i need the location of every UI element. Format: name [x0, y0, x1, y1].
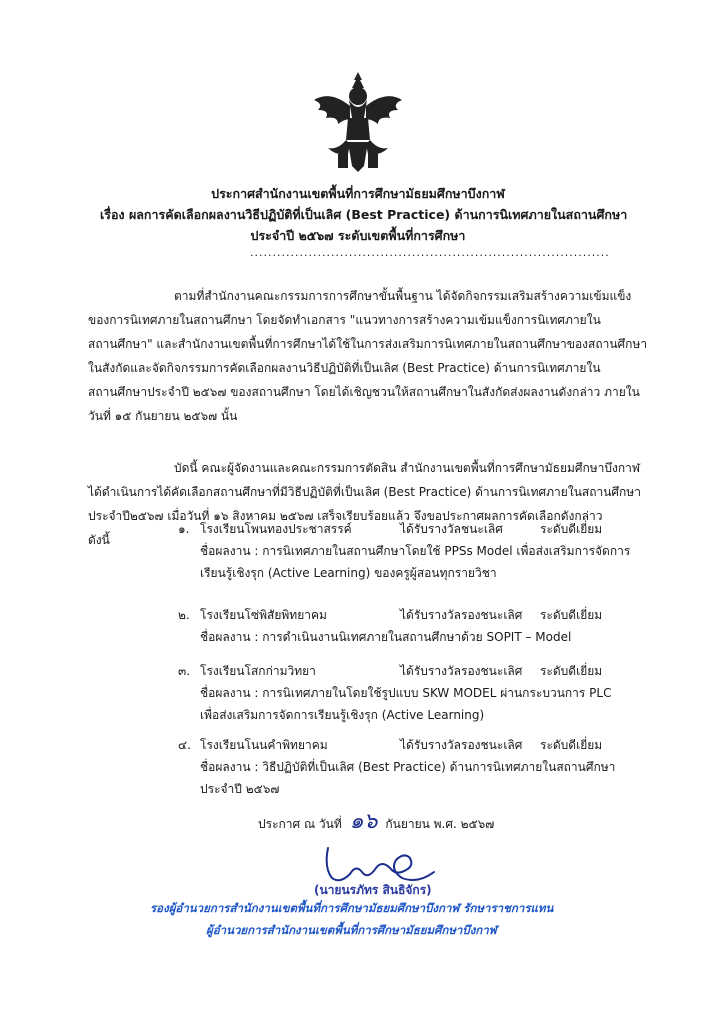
announcement-date [258, 810, 494, 836]
header-divider: ................................................................................ [250, 246, 610, 259]
result-work-title: ประจำปี ๒๕๖๗ [200, 782, 280, 796]
result-award: ได้รับรางวัลชนะเลิศ [400, 522, 503, 536]
result-item [178, 518, 658, 584]
result-award: ได้รับรางวัลรองชนะเลิศ [400, 738, 523, 752]
paragraph-line: ได้ดำเนินการได้คัดเลือกสถานศึกษาที่มีวิธีปฏิบัติที่เป็นเลิศ (Best Practice) ด้านการนิเทศภายในสถานศึกษา [88, 485, 641, 499]
result-number: ๓. [178, 664, 191, 678]
result-level: ระดับดีเยี่ยม [540, 522, 603, 536]
paragraph-line: บัดนี้ คณะผู้จัดงานและคณะกรรมการตัดสิน สำนักงานเขตพื้นที่การศึกษามัธยมศึกษาบึงกาฬ [174, 461, 641, 475]
result-school: โรงเรียนโพนทองประชาสรรค์ [200, 522, 352, 536]
paragraph-line: วันที่ ๑๕ กันยายน ๒๕๖๗ นั้น [88, 409, 238, 423]
date-suffix: กันยายน พ.ศ. ๒๕๖๗ [385, 817, 495, 831]
announcement-title: ประกาศสำนักงานเขตพื้นที่การศึกษามัธยมศึกษาบึงกาฬ [211, 186, 505, 201]
announcement-year-level: ประจำปี ๒๕๖๗ ระดับเขตพื้นที่การศึกษา [250, 228, 466, 243]
paragraph-background [88, 284, 654, 428]
result-award: ได้รับรางวัลรองชนะเลิศ [400, 608, 523, 622]
result-work-title: เพื่อส่งเสริมการจัดการเรียนรู้เชิงรุก (Active Learning) [200, 708, 485, 722]
result-work-title: ชื่อผลงาน : การดำเนินงานนิเทศภายในสถานศึกษาด้วย SOPIT – Model [200, 630, 572, 644]
result-number: ๑. [178, 522, 190, 536]
paragraph-line: สถานศึกษา" และสำนักงานเขตพื้นที่การศึกษาได้ใช้ในการส่งเสริมการนิเทศภายในสถานศึกษาของสถานศึกษา [88, 337, 648, 351]
result-item [178, 660, 658, 726]
result-school: โรงเรียนโนนคำพิทยาคม [200, 738, 328, 752]
paragraph-line: ตามที่สำนักงานคณะกรรมการการศึกษาขั้นพื้นฐาน ได้จัดกิจกรรมเสริมสร้างความเข้มแข็ง [174, 289, 632, 303]
result-level: ระดับดีเยี่ยม [540, 608, 603, 622]
result-number: ๔. [178, 738, 191, 752]
result-work-title: ชื่อผลงาน : การนิเทศภายในโดยใช้รูปแบบ SKW MODEL ผ่านกระบวนการ PLC [200, 686, 612, 700]
paragraph-line: ดังนี้ [88, 533, 110, 547]
signatory-name: (นายนรภัทร สินธิจักร) [314, 883, 432, 897]
paragraph-line: ในสังกัดและจัดกิจกรรมการคัดเลือกผลงานวิธีปฏิบัติที่เป็นเลิศ (Best Practice) ด้านการนิเทศภายใน [88, 361, 601, 375]
announcement-subject: เรื่อง ผลการคัดเลือกผลงานวิธีปฏิบัติที่เป็นเลิศ (Best Practice) ด้านการนิเทศภายในสถานศึกษา [100, 207, 628, 222]
result-school: โรงเรียนโสกก่ามวิทยา [200, 664, 316, 678]
result-award: ได้รับรางวัลรองชนะเลิศ [400, 664, 523, 678]
result-item [178, 604, 658, 648]
result-number: ๒. [178, 608, 190, 622]
result-work-title: ชื่อผลงาน : การนิเทศภายในสถานศึกษาโดยใช้ PPSs Model เพื่อส่งเสริมการจัดการ [200, 544, 631, 558]
garuda-emblem-icon [308, 70, 408, 174]
result-item [178, 734, 658, 800]
result-school: โรงเรียนโซ่พิสัยพิทยาคม [200, 608, 327, 622]
result-work-title: ชื่อผลงาน : วิธีปฏิบัติที่เป็นเลิศ (Best Practice) ด้านการนิเทศภายในสถานศึกษา [200, 760, 616, 774]
paragraph-line: สถานศึกษาประจำปี ๒๕๖๗ ของสถานศึกษา โดยได้เชิญชวนให้สถานศึกษาในสังกัดส่งผลงานดังกล่าว ภายใน [88, 385, 640, 399]
paragraph-line: ของการนิเทศภายในสถานศึกษา โดยจัดทำเอกสาร "แนวทางการสร้างความเข้มแข็งการนิเทศภายใน [88, 313, 601, 327]
paragraph-line: ประจำปี๒๕๖๗ เมื่อวันที่ ๑๖ สิงหาคม ๒๕๖๗ เสร็จเรียบร้อยแล้ว จึงขอประกาศผลการคัดเลือกดังกล่าว [88, 509, 603, 523]
date-day-handwritten: ๑๖ [349, 809, 378, 834]
result-level: ระดับดีเยี่ยม [540, 664, 603, 678]
signatory-position-stamp: รองผู้อำนวยการสำนักงานเขตพื้นที่การศึกษามัธยมศึกษาบึงกาฬ รักษาราชการแทน [150, 901, 554, 915]
result-work-title: เรียนรู้เชิงรุก (Active Learning) ของครูผู้สอนทุกรายวิชา [200, 566, 497, 580]
signatory-position-stamp: ผู้อำนวยการสำนักงานเขตพื้นที่การศึกษามัธยมศึกษาบึงกาฬ [206, 923, 497, 937]
result-level: ระดับดีเยี่ยม [540, 738, 603, 752]
date-prefix: ประกาศ ณ วันที่ [258, 817, 342, 831]
